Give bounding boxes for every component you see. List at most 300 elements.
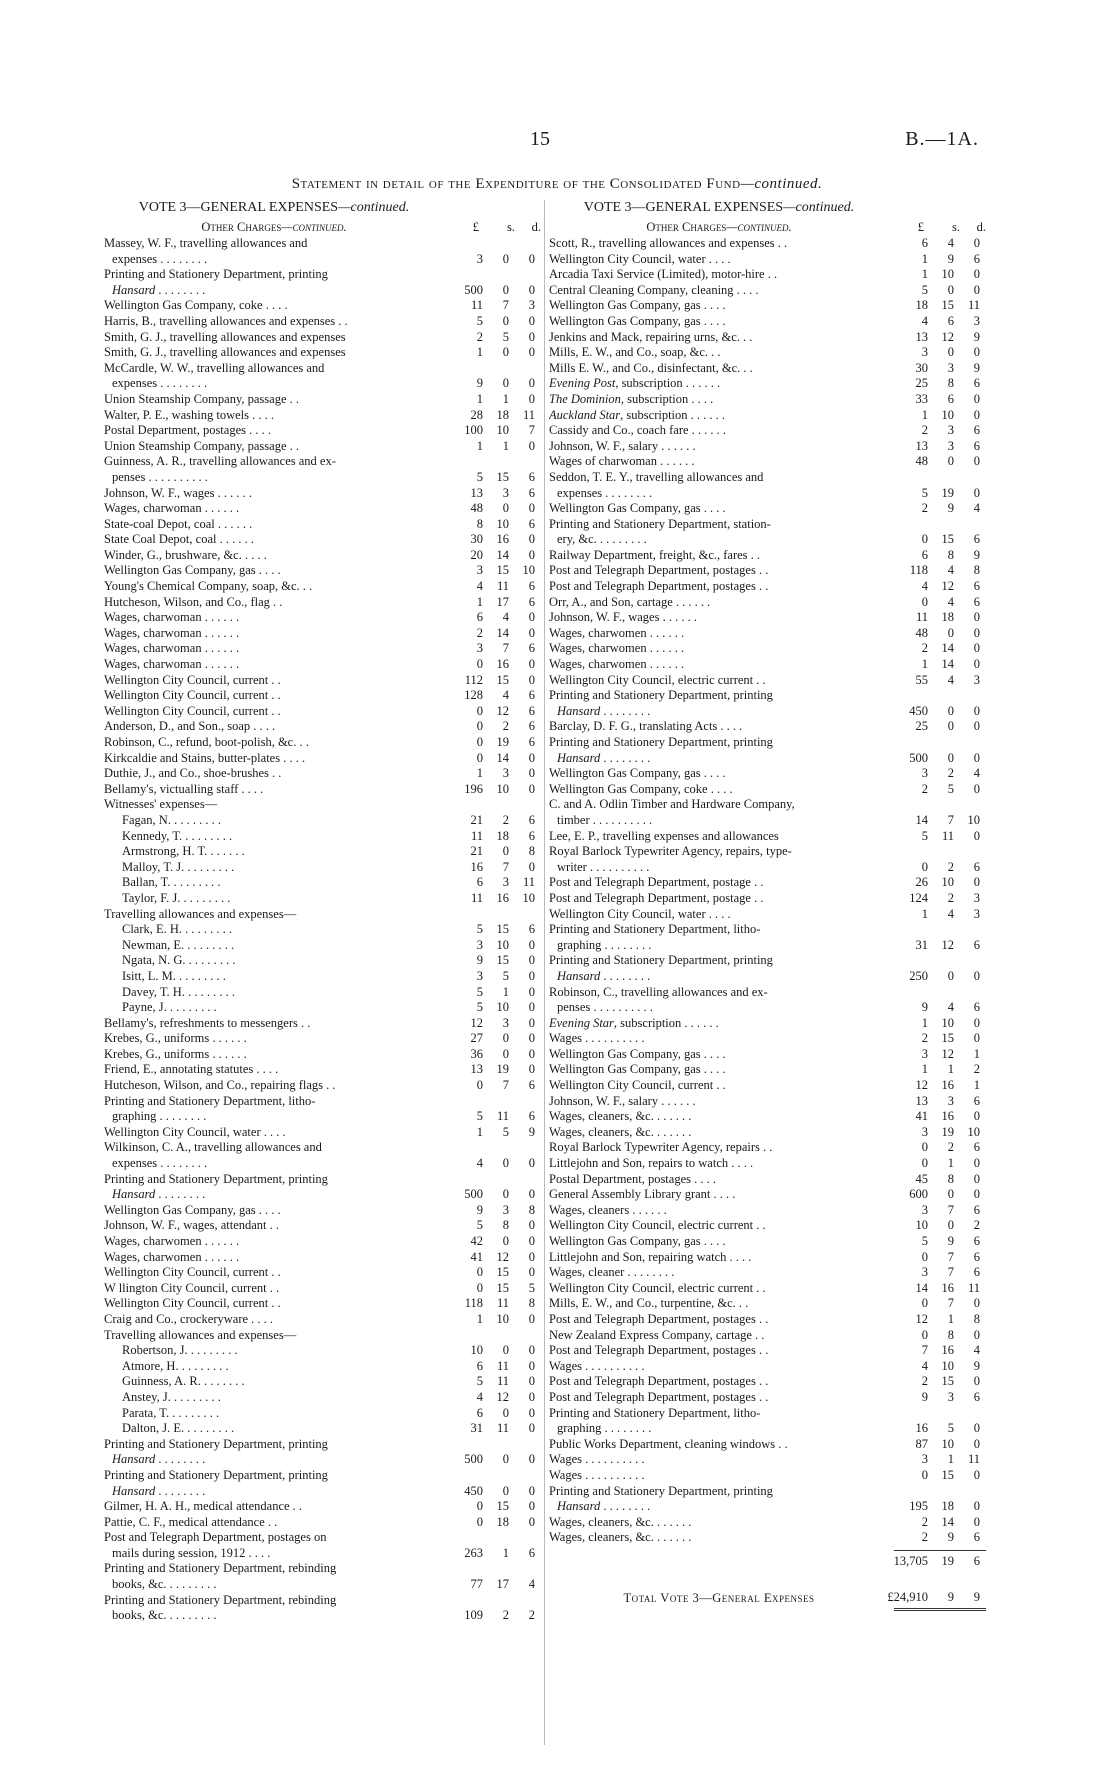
entry-row	[104, 1452, 541, 1468]
entry-pounds: 3	[921, 766, 928, 781]
entry-description: Union Steamship Company, passage . .	[104, 438, 300, 453]
entry-pounds: 21	[470, 844, 483, 859]
entry-shillings: 16	[496, 890, 509, 905]
entry-row	[549, 1484, 986, 1500]
entry-description: Wages, charwomen . . . . . .	[549, 641, 685, 656]
entry-shillings: 18	[941, 1499, 954, 1514]
entry-pounds: 100	[464, 423, 483, 438]
entry-pounds: 13	[470, 485, 483, 500]
entry-row	[104, 641, 541, 657]
entry-pounds: 195	[909, 1499, 928, 1514]
entry-description: Post and Telegraph Department, postages . .	[549, 1311, 769, 1326]
entry-shillings: 19	[496, 1062, 509, 1077]
entry-description: Printing and Stationery Department, rebinding	[104, 1592, 337, 1607]
entry-pounds: 9	[476, 1202, 483, 1217]
entry-description: Post and Telegraph Department, postages . .	[549, 1343, 769, 1358]
entry-pounds: 0	[921, 594, 928, 609]
entry-pounds: 48	[915, 454, 928, 469]
entry-description: Wages, charwomen . . . . . .	[549, 657, 685, 672]
entry-row	[104, 938, 541, 954]
entry-shillings: 3	[947, 438, 954, 453]
entry-row	[104, 1187, 541, 1203]
entry-row	[549, 969, 986, 985]
entry-description: Printing and Stationery Department, station-	[549, 516, 771, 531]
entry-shillings: 2	[502, 719, 509, 734]
document-reference: B.—1A.	[905, 128, 979, 150]
entry-shillings: 17	[496, 1577, 509, 1592]
entry-shillings: 10	[941, 1436, 954, 1451]
entry-pounds: 41	[470, 1249, 483, 1264]
shillings-header: s.	[952, 220, 960, 234]
entry-pence: 6	[528, 594, 535, 609]
entry-row	[104, 392, 541, 408]
entry-row	[549, 470, 986, 486]
entry-shillings: 16	[941, 1078, 954, 1093]
entry-shillings: 2	[947, 890, 954, 905]
entry-shillings: 5	[947, 781, 954, 796]
entry-pence: 11	[522, 407, 535, 422]
left-entries	[104, 236, 541, 1624]
entry-description: Smith, G. J., travelling allowances and expenses	[104, 329, 346, 344]
entry-shillings: 18	[941, 610, 954, 625]
entry-pence: 6	[973, 1234, 980, 1248]
entry-description: Wellington Gas Company, coke . . . .	[104, 298, 288, 313]
entry-pence: 0	[528, 1374, 535, 1389]
entry-shillings: 0	[502, 1031, 509, 1046]
entry-pounds: 1	[476, 438, 483, 453]
vote-continued: —continued.	[338, 200, 410, 215]
entry-shillings: 0	[947, 719, 954, 734]
entry-pence: 0	[973, 1436, 980, 1451]
entry-row	[549, 563, 986, 579]
entry-pounds: 11	[470, 890, 483, 905]
entry-pence: 0	[528, 1483, 535, 1498]
entry-pence: 0	[528, 438, 535, 453]
entry-description: Postal Department, postages . . . .	[549, 1171, 716, 1186]
entry-pence: 3	[973, 906, 980, 921]
entry-description: Public Works Department, cleaning windows . .	[549, 1436, 788, 1451]
entry-shillings: 2	[947, 859, 954, 874]
entry-description: Friend, E., annotating statutes . . . .	[104, 1062, 279, 1077]
entry-shillings: 3	[947, 423, 954, 438]
entry-description: Printing and Stationery Department, litho-	[104, 1093, 316, 1108]
entry-shillings: 11	[496, 579, 509, 594]
entry-row	[104, 797, 541, 813]
entry-row	[104, 704, 541, 720]
statement-title	[0, 176, 1114, 193]
entry-row	[104, 829, 541, 845]
entry-pounds: 1	[921, 906, 928, 921]
entry-row	[104, 673, 541, 689]
entry-pence: 4	[973, 501, 980, 516]
entry-row	[104, 860, 541, 876]
entry-description: Young's Chemical Company, soap, &c. . .	[104, 579, 313, 594]
entry-description: graphing . . . . . . . .	[557, 937, 652, 952]
entry-pounds: 6	[921, 236, 928, 250]
entry-pounds: 6	[476, 1358, 483, 1373]
entry-description: Hansard . . . . . . . .	[112, 1452, 206, 1467]
entry-row	[549, 610, 986, 626]
entry-pounds: 0	[476, 1280, 483, 1295]
entry-row	[104, 1296, 541, 1312]
entry-row	[549, 1140, 986, 1156]
entry-description: Anderson, D., and Son., soap . . . .	[104, 719, 276, 734]
entry-pounds: 1	[921, 1015, 928, 1030]
entry-shillings: 9	[947, 501, 954, 516]
entry-row	[549, 1530, 986, 1546]
entry-description: Printing and Stationery Department, printing	[549, 688, 773, 703]
entry-row	[549, 1156, 986, 1172]
entry-description: Evening Star, subscription . . . . . .	[549, 1015, 719, 1030]
entry-shillings: 5	[502, 1124, 509, 1139]
entry-pounds: 1	[921, 251, 928, 266]
entry-pence: 0	[528, 859, 535, 874]
entry-pence: 2	[973, 1062, 980, 1077]
entry-row	[549, 361, 986, 377]
entry-description: C. and A. Odlin Timber and Hardware Company,	[549, 797, 795, 812]
entry-description: Ngata, N. G. . . . . . . . .	[122, 953, 236, 968]
entry-shillings: 10	[941, 407, 954, 422]
entry-row	[549, 454, 986, 470]
entry-row	[104, 532, 541, 548]
entry-row	[549, 907, 986, 923]
entry-pounds: 0	[476, 735, 483, 749]
entry-row	[549, 1452, 986, 1468]
entry-description: Johnson, W. F., wages . . . . . .	[549, 610, 697, 625]
entry-shillings: 18	[496, 1514, 509, 1529]
entry-pounds: 1	[921, 1062, 928, 1077]
entry-shillings: 0	[502, 1483, 509, 1498]
entry-row	[104, 1078, 541, 1094]
entry-pence: 6	[528, 485, 535, 500]
entry-row	[549, 1234, 986, 1250]
entry-description: Wages, charwoman . . . . . .	[104, 501, 240, 516]
entry-row	[549, 423, 986, 439]
entry-pounds: 112	[464, 672, 483, 687]
entry-pounds: 2	[476, 329, 483, 344]
entry-row	[549, 532, 986, 548]
entry-description: Travelling allowances and expenses—	[104, 1327, 297, 1342]
entry-shillings: 10	[496, 516, 509, 531]
entry-shillings: 18	[496, 828, 509, 843]
grand-total-pounds: £24,910	[887, 1589, 928, 1604]
entry-row	[549, 1359, 986, 1375]
entry-pence: 0	[973, 345, 980, 360]
entry-row	[549, 595, 986, 611]
entry-row	[549, 1312, 986, 1328]
entry-pence: 0	[973, 610, 980, 625]
entry-row	[549, 829, 986, 845]
entry-description: Printing and Stationery Department, printing	[549, 735, 773, 749]
entry-row	[549, 797, 986, 813]
entry-row	[104, 1546, 541, 1562]
entry-description: Craig and Co., crockeryware . . . .	[104, 1311, 274, 1326]
entry-pounds: 6	[476, 610, 483, 625]
entry-pence: 0	[973, 750, 980, 765]
entry-pence: 10	[967, 812, 980, 827]
entry-pence: 0	[973, 1421, 980, 1436]
entry-pence: 6	[973, 438, 980, 453]
entry-description: Armstrong, H. T. . . . . . .	[122, 844, 245, 859]
entry-shillings: 10	[496, 1311, 509, 1326]
entry-pence: 6	[528, 703, 535, 718]
entry-shillings: 0	[502, 1234, 509, 1248]
entry-shillings: 12	[941, 937, 954, 952]
entry-shillings: 15	[941, 532, 954, 547]
entry-pence: 0	[973, 1327, 980, 1342]
entry-shillings: 16	[941, 1343, 954, 1358]
entry-pounds: 5	[476, 469, 483, 484]
left-column	[104, 198, 541, 1624]
entry-row	[104, 813, 541, 829]
entry-description: expenses . . . . . . . .	[112, 251, 208, 266]
entry-pence: 6	[973, 1000, 980, 1015]
entry-description: graphing . . . . . . . .	[557, 1421, 652, 1436]
entry-description: Davey, T. H. . . . . . . . .	[122, 984, 235, 999]
entry-pence: 0	[973, 1499, 980, 1514]
entry-pounds: 3	[476, 641, 483, 656]
entry-row	[104, 1156, 541, 1172]
entry-pence: 9	[973, 360, 980, 375]
entry-pounds: 0	[476, 1078, 483, 1093]
entry-description: Wages, charwoman . . . . . .	[104, 641, 240, 656]
entry-pence: 0	[528, 345, 535, 360]
entry-pounds: 1	[476, 345, 483, 360]
entry-description: Duthie, J., and Co., shoe-brushes . .	[104, 766, 282, 781]
entry-pounds: 3	[921, 1202, 928, 1217]
entry-shillings: 10	[496, 937, 509, 952]
entry-row	[104, 1421, 541, 1437]
entry-description: Post and Telegraph Department, postages . .	[549, 579, 769, 594]
entry-pence: 0	[528, 1046, 535, 1061]
entry-pounds: 30	[915, 360, 928, 375]
entry-shillings: 14	[941, 641, 954, 656]
entry-description: Smith, G. J., travelling allowances and expenses	[104, 345, 346, 360]
entry-description: Wellington Gas Company, gas . . . .	[104, 563, 281, 578]
entry-pence: 0	[528, 1389, 535, 1404]
entry-shillings: 4	[502, 610, 509, 625]
entry-shillings: 1	[502, 438, 509, 453]
entry-pence: 0	[528, 1062, 535, 1077]
entry-pounds: 0	[921, 859, 928, 874]
entry-pence: 0	[973, 1514, 980, 1529]
entry-pounds: 13	[915, 438, 928, 453]
entry-pounds: 7	[921, 1343, 928, 1358]
entry-row	[549, 860, 986, 876]
entry-pounds: 9	[476, 376, 483, 391]
entry-description: Guinness, A. R. . . . . . . .	[122, 1374, 245, 1389]
entry-row	[104, 1234, 541, 1250]
entry-row	[549, 782, 986, 798]
entry-shillings: 1	[502, 984, 509, 999]
entry-description: Gilmer, H. A. H., medical attendance . .	[104, 1499, 303, 1514]
entry-pence: 6	[973, 859, 980, 874]
entry-row	[104, 1172, 541, 1188]
entry-pence: 6	[973, 251, 980, 266]
entry-pounds: 0	[476, 750, 483, 765]
entry-description: Anstey, J. . . . . . . . .	[122, 1389, 221, 1404]
entry-shillings: 7	[947, 1265, 954, 1280]
entry-pence: 0	[973, 781, 980, 796]
entry-description: Bellamy's, victualling staff . . . .	[104, 781, 264, 796]
entry-description: Malloy, T. J. . . . . . . . .	[122, 859, 235, 874]
entry-shillings: 15	[496, 1265, 509, 1280]
entry-pence: 0	[528, 766, 535, 781]
entry-row	[104, 626, 541, 642]
entry-description: Wellington City Council, electric current . .	[549, 1218, 766, 1233]
entry-shillings: 14	[496, 750, 509, 765]
entry-row	[104, 1468, 541, 1484]
entry-pence: 10	[522, 890, 535, 905]
entry-pounds: 5	[476, 1000, 483, 1015]
entry-shillings: 0	[947, 968, 954, 983]
entry-pounds: 36	[470, 1046, 483, 1061]
entry-row	[549, 1016, 986, 1032]
entry-pounds: 2	[921, 1031, 928, 1046]
entry-row	[104, 1312, 541, 1328]
entry-pence: 0	[973, 641, 980, 656]
entry-row	[104, 969, 541, 985]
entry-description: Hutcheson, Wilson, and Co., flag . .	[104, 594, 283, 609]
right-entries	[549, 236, 986, 1546]
entry-pounds: 13	[915, 329, 928, 344]
entry-shillings: 2	[947, 766, 954, 781]
entry-description: Wages, charwoman . . . . . .	[104, 610, 240, 625]
entry-pence: 9	[973, 547, 980, 562]
entry-description: Winder, G., brushware, &c. . . . .	[104, 547, 267, 562]
entry-description: Wellington Gas Company, gas . . . .	[104, 1202, 281, 1217]
entry-pounds: 25	[915, 719, 928, 734]
entry-shillings: 17	[496, 594, 509, 609]
entry-pounds: 3	[921, 345, 928, 360]
entry-description: Bellamy's, refreshments to messengers . .	[104, 1015, 311, 1030]
entry-row	[549, 922, 986, 938]
entry-pounds: 8	[476, 516, 483, 531]
entry-pence: 0	[973, 1187, 980, 1202]
entry-pence: 0	[973, 1374, 980, 1389]
entry-description: Printing and Stationery Department, printing	[549, 1483, 773, 1498]
pounds-header: £	[917, 220, 924, 234]
entry-pence: 9	[528, 1124, 535, 1139]
entry-pounds: 31	[915, 937, 928, 952]
entry-shillings: 0	[502, 1046, 509, 1061]
entry-description: Witnesses' expenses—	[104, 797, 218, 812]
entry-shillings: 11	[496, 1109, 509, 1124]
entry-pence: 6	[528, 922, 535, 937]
entry-pounds: 20	[470, 547, 483, 562]
entry-description: Wages, cleaners, &c. . . . . . .	[549, 1109, 692, 1124]
entry-row	[549, 1374, 986, 1390]
entry-shillings: 12	[496, 703, 509, 718]
entry-pounds: 45	[915, 1171, 928, 1186]
entry-description: Wellington Gas Company, gas . . . .	[549, 313, 726, 328]
entry-pounds: 0	[921, 1327, 928, 1342]
entry-description: Harris, B., travelling allowances and expenses . .	[104, 313, 348, 328]
entry-description: Post and Telegraph Department, postages . .	[549, 1374, 769, 1389]
entry-shillings: 0	[502, 1156, 509, 1171]
entry-row	[104, 1031, 541, 1047]
entry-shillings: 11	[496, 1296, 509, 1311]
section-title: Other Charges	[201, 220, 282, 234]
entry-row	[104, 1000, 541, 1016]
entry-description: Post and Telegraph Department, postage . .	[549, 890, 764, 905]
entry-pence: 0	[973, 282, 980, 297]
entry-pounds: 14	[915, 812, 928, 827]
entry-description: Walter, P. E., washing towels . . . .	[104, 407, 275, 422]
entry-pounds: 1	[921, 657, 928, 672]
entry-row	[549, 1468, 986, 1484]
entry-description: Isitt, L. M. . . . . . . . .	[122, 968, 226, 983]
entry-pence: 0	[973, 1467, 980, 1482]
entry-pounds: 48	[470, 501, 483, 516]
entry-description: Scott, R., travelling allowances and expenses . .	[549, 236, 788, 250]
entry-description: Hansard . . . . . . . .	[112, 282, 206, 297]
entry-description: writer . . . . . . . . . .	[557, 859, 650, 874]
entry-pounds: 2	[476, 625, 483, 640]
section-continued: —continued.	[726, 220, 792, 234]
entry-pence: 0	[528, 1015, 535, 1030]
entry-description: Robertson, J. . . . . . . . .	[122, 1343, 238, 1358]
entry-shillings: 19	[496, 735, 509, 749]
entry-pence: 8	[528, 844, 535, 859]
entry-description: Orr, A., and Son, cartage . . . . . .	[549, 594, 711, 609]
entry-shillings: 0	[947, 454, 954, 469]
entry-shillings: 6	[947, 313, 954, 328]
entry-pounds: 1	[921, 407, 928, 422]
entry-pence: 6	[528, 719, 535, 734]
entry-pence: 0	[973, 968, 980, 983]
entry-description: Jenkins and Mack, repairing urns, &c. . .	[549, 329, 753, 344]
entry-pounds: 0	[921, 1467, 928, 1482]
entry-description: Mills, E. W., and Co., soap, &c. . .	[549, 345, 721, 360]
section-title: Other Charges	[646, 220, 727, 234]
entry-shillings: 8	[947, 1327, 954, 1342]
entry-pence: 6	[973, 1389, 980, 1404]
entry-shillings: 1	[947, 1156, 954, 1171]
entry-row	[104, 439, 541, 455]
vote-heading-left	[104, 198, 444, 218]
entry-description: Cassidy and Co., coach fare . . . . . .	[549, 423, 727, 438]
entry-pence: 3	[973, 672, 980, 687]
entry-row	[549, 1078, 986, 1094]
entry-pence: 0	[528, 282, 535, 297]
statement-title-text: Statement in detail of the Expenditure of the Consolidated Fund	[291, 176, 741, 192]
entry-shillings: 4	[947, 563, 954, 578]
entry-shillings: 1	[502, 391, 509, 406]
entry-shillings: 14	[496, 547, 509, 562]
entry-row	[549, 517, 986, 533]
entry-row	[549, 298, 986, 314]
entry-shillings: 14	[941, 657, 954, 672]
entry-description: Wellington Gas Company, gas . . . .	[549, 298, 726, 313]
entry-description: Wages . . . . . . . . . .	[549, 1452, 645, 1467]
entry-shillings: 7	[502, 641, 509, 656]
entry-pence: 6	[973, 1249, 980, 1264]
entry-description: Littlejohn and Son, repairing watch . . . .	[549, 1249, 752, 1264]
entry-pence: 6	[973, 579, 980, 594]
entry-shillings: 10	[496, 423, 509, 438]
entry-pounds: 1	[476, 391, 483, 406]
entry-shillings: 0	[947, 1187, 954, 1202]
entry-shillings: 0	[502, 1405, 509, 1420]
entry-row	[104, 922, 541, 938]
entry-shillings: 16	[496, 657, 509, 672]
entry-description: Hansard . . . . . . . .	[557, 1499, 651, 1514]
entry-pounds: 21	[470, 812, 483, 827]
entry-shillings: 6	[947, 391, 954, 406]
entry-description: Wellington City Council, current . .	[104, 1296, 281, 1311]
entry-pence: 6	[973, 1530, 980, 1545]
